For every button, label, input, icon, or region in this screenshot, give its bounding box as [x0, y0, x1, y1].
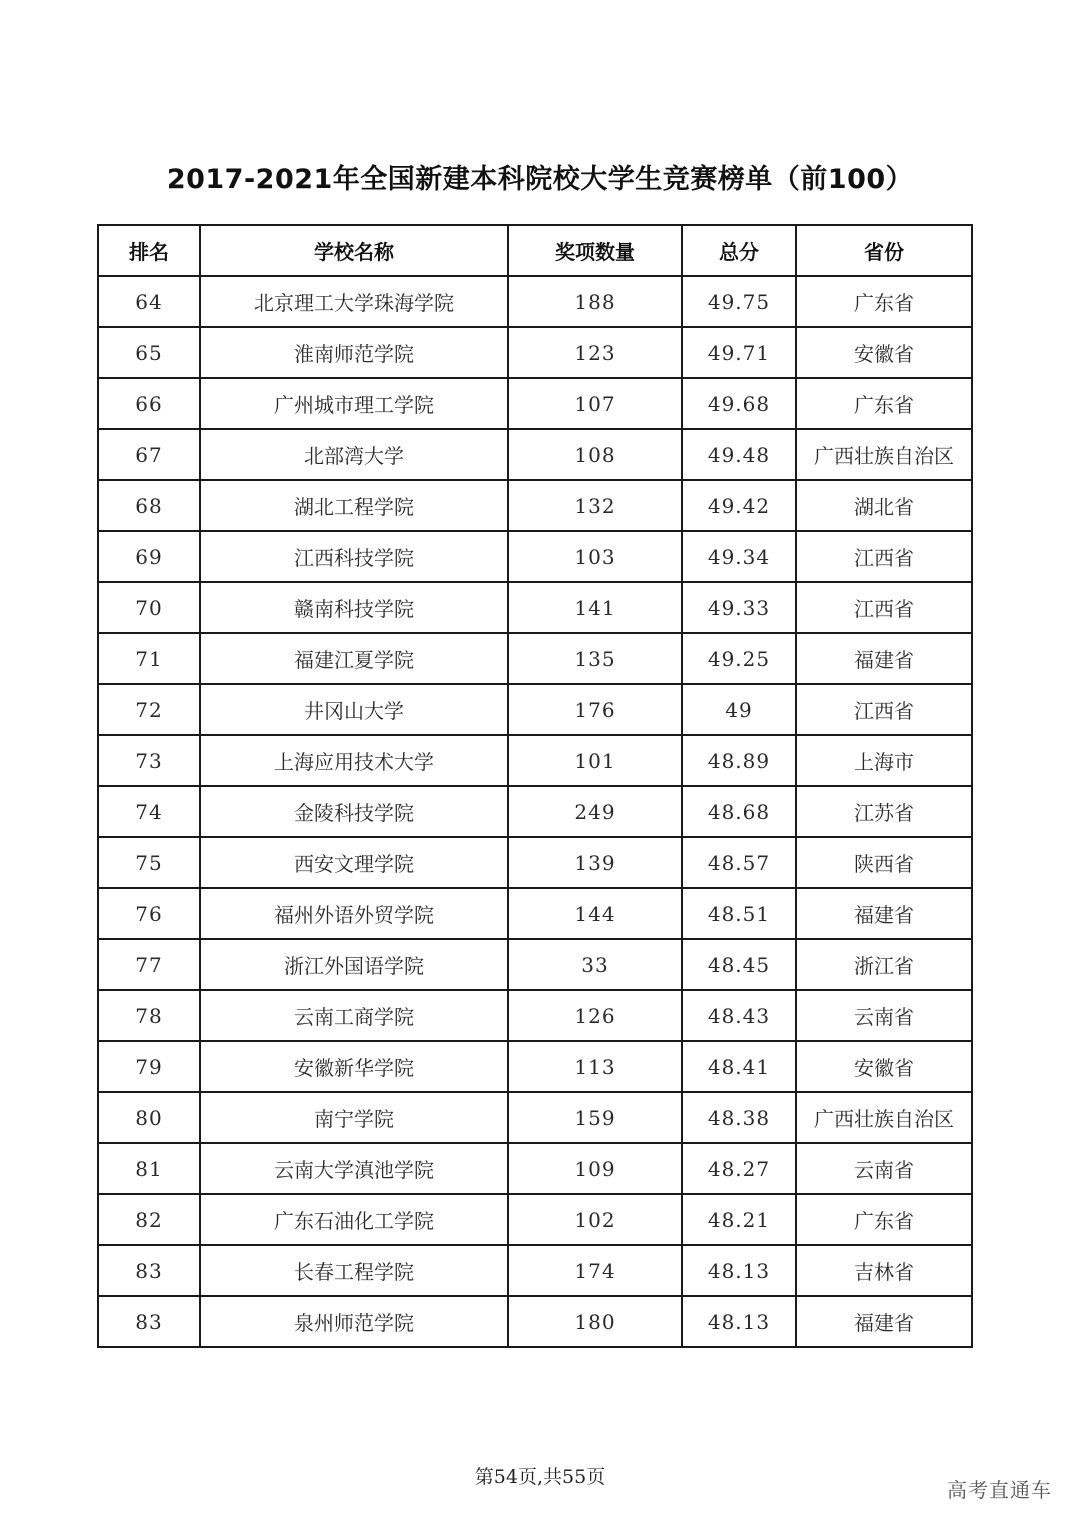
cell-province: 浙江省 [796, 939, 972, 990]
cell-province: 湖北省 [796, 480, 972, 531]
cell-awards: 180 [508, 1296, 682, 1347]
cell-awards: 159 [508, 1092, 682, 1143]
cell-rank: 64 [98, 276, 200, 327]
cell-school: 云南大学滇池学院 [200, 1143, 508, 1194]
table-row [98, 837, 972, 888]
cell-awards: 126 [508, 990, 682, 1041]
cell-province: 广东省 [796, 1194, 972, 1245]
table-row [98, 1194, 972, 1245]
cell-school: 广东石油化工学院 [200, 1194, 508, 1245]
cell-awards: 102 [508, 1194, 682, 1245]
cell-province: 福建省 [796, 888, 972, 939]
cell-rank: 68 [98, 480, 200, 531]
page-title: 2017-2021年全国新建本科院校大学生竞赛榜单（前100） [166, 164, 914, 195]
cell-school: 赣南科技学院 [200, 582, 508, 633]
cell-school: 广州城市理工学院 [200, 378, 508, 429]
cell-score: 49.25 [682, 633, 796, 684]
cell-school: 长春工程学院 [200, 1245, 508, 1296]
cell-rank: 77 [98, 939, 200, 990]
table-row [98, 1143, 972, 1194]
cell-rank: 81 [98, 1143, 200, 1194]
table-row [98, 786, 972, 837]
table-row [98, 378, 972, 429]
cell-awards: 176 [508, 684, 682, 735]
cell-rank: 79 [98, 1041, 200, 1092]
cell-school: 浙江外国语学院 [200, 939, 508, 990]
cell-province: 广东省 [796, 378, 972, 429]
cell-school: 北京理工大学珠海学院 [200, 276, 508, 327]
cell-score: 49.71 [682, 327, 796, 378]
cell-rank: 67 [98, 429, 200, 480]
cell-rank: 66 [98, 378, 200, 429]
cell-score: 48.51 [682, 888, 796, 939]
cell-school: 西安文理学院 [200, 837, 508, 888]
cell-awards: 108 [508, 429, 682, 480]
cell-rank: 80 [98, 1092, 200, 1143]
header-school: 学校名称 [200, 225, 508, 276]
header-rank: 排名 [98, 225, 200, 276]
cell-school: 云南工商学院 [200, 990, 508, 1041]
cell-province: 江西省 [796, 531, 972, 582]
table-row [98, 582, 972, 633]
cell-province: 福建省 [796, 1296, 972, 1347]
watermark: 高考直通车 [947, 1478, 1052, 1502]
cell-score: 49.42 [682, 480, 796, 531]
cell-rank: 65 [98, 327, 200, 378]
cell-province: 福建省 [796, 633, 972, 684]
table-row [98, 990, 972, 1041]
cell-rank: 76 [98, 888, 200, 939]
cell-province: 上海市 [796, 735, 972, 786]
cell-score: 48.13 [682, 1245, 796, 1296]
cell-score: 48.21 [682, 1194, 796, 1245]
table-row [98, 684, 972, 735]
cell-province: 吉林省 [796, 1245, 972, 1296]
cell-score: 49 [682, 684, 796, 735]
cell-awards: 113 [508, 1041, 682, 1092]
cell-province: 陕西省 [796, 837, 972, 888]
cell-school: 上海应用技术大学 [200, 735, 508, 786]
table-row [98, 1092, 972, 1143]
page-footer: 第54页,共55页 [474, 1466, 606, 1488]
cell-score: 48.68 [682, 786, 796, 837]
cell-awards: 107 [508, 378, 682, 429]
cell-province: 广东省 [796, 276, 972, 327]
cell-awards: 132 [508, 480, 682, 531]
cell-rank: 73 [98, 735, 200, 786]
cell-province: 广西壮族自治区 [796, 429, 972, 480]
cell-score: 48.89 [682, 735, 796, 786]
cell-province: 广西壮族自治区 [796, 1092, 972, 1143]
cell-rank: 83 [98, 1296, 200, 1347]
cell-score: 48.43 [682, 990, 796, 1041]
cell-awards: 139 [508, 837, 682, 888]
cell-province: 江西省 [796, 582, 972, 633]
cell-school: 福州外语外贸学院 [200, 888, 508, 939]
table-row [98, 531, 972, 582]
cell-score: 48.38 [682, 1092, 796, 1143]
cell-score: 48.57 [682, 837, 796, 888]
cell-awards: 101 [508, 735, 682, 786]
cell-rank: 83 [98, 1245, 200, 1296]
table-row [98, 480, 972, 531]
table-row [98, 735, 972, 786]
cell-score: 49.48 [682, 429, 796, 480]
cell-awards: 174 [508, 1245, 682, 1296]
cell-rank: 72 [98, 684, 200, 735]
header-awards: 奖项数量 [508, 225, 682, 276]
cell-awards: 103 [508, 531, 682, 582]
cell-rank: 74 [98, 786, 200, 837]
cell-rank: 78 [98, 990, 200, 1041]
cell-province: 江西省 [796, 684, 972, 735]
cell-score: 49.75 [682, 276, 796, 327]
cell-school: 安徽新华学院 [200, 1041, 508, 1092]
cell-school: 金陵科技学院 [200, 786, 508, 837]
cell-school: 泉州师范学院 [200, 1296, 508, 1347]
cell-awards: 109 [508, 1143, 682, 1194]
cell-school: 福建江夏学院 [200, 633, 508, 684]
cell-school: 南宁学院 [200, 1092, 508, 1143]
table-row [98, 276, 972, 327]
cell-rank: 71 [98, 633, 200, 684]
cell-score: 49.33 [682, 582, 796, 633]
table-row [98, 939, 972, 990]
cell-school: 井冈山大学 [200, 684, 508, 735]
cell-school: 北部湾大学 [200, 429, 508, 480]
cell-awards: 188 [508, 276, 682, 327]
cell-rank: 70 [98, 582, 200, 633]
cell-rank: 75 [98, 837, 200, 888]
ranking-table [97, 224, 973, 1348]
cell-awards: 123 [508, 327, 682, 378]
cell-awards: 144 [508, 888, 682, 939]
table-row [98, 633, 972, 684]
cell-awards: 135 [508, 633, 682, 684]
header-score: 总分 [682, 225, 796, 276]
cell-score: 48.27 [682, 1143, 796, 1194]
table-row [98, 429, 972, 480]
table-row [98, 327, 972, 378]
cell-school: 江西科技学院 [200, 531, 508, 582]
cell-province: 安徽省 [796, 1041, 972, 1092]
cell-rank: 69 [98, 531, 200, 582]
table-row [98, 1041, 972, 1092]
table-header-row [98, 225, 972, 276]
cell-awards: 249 [508, 786, 682, 837]
cell-rank: 82 [98, 1194, 200, 1245]
table-body [98, 276, 972, 1347]
cell-province: 云南省 [796, 1143, 972, 1194]
cell-province: 安徽省 [796, 327, 972, 378]
cell-school: 淮南师范学院 [200, 327, 508, 378]
cell-score: 48.41 [682, 1041, 796, 1092]
cell-score: 48.45 [682, 939, 796, 990]
cell-awards: 33 [508, 939, 682, 990]
cell-awards: 141 [508, 582, 682, 633]
table-row [98, 1296, 972, 1347]
cell-school: 湖北工程学院 [200, 480, 508, 531]
cell-score: 48.13 [682, 1296, 796, 1347]
cell-province: 云南省 [796, 990, 972, 1041]
table-row [98, 1245, 972, 1296]
table-row [98, 888, 972, 939]
cell-province: 江苏省 [796, 786, 972, 837]
header-province: 省份 [796, 225, 972, 276]
cell-score: 49.34 [682, 531, 796, 582]
cell-score: 49.68 [682, 378, 796, 429]
